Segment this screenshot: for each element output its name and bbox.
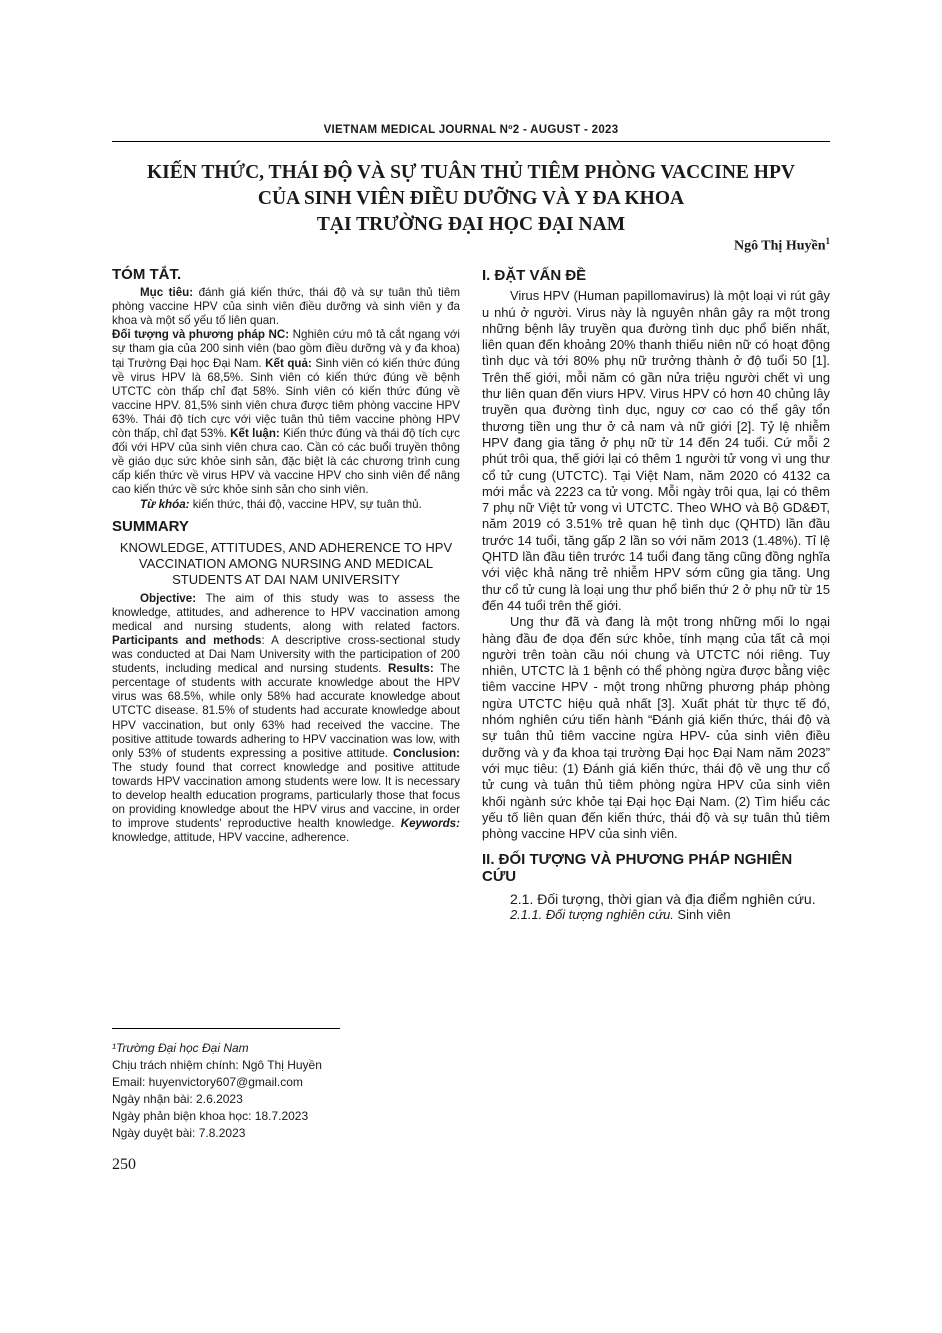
footnote-divider bbox=[112, 1028, 340, 1029]
footnote-accepted: Ngày duyệt bài: 7.8.2023 bbox=[112, 1126, 246, 1140]
footnote-affiliation: ¹Trường Đại học Đại Nam bbox=[112, 1041, 249, 1055]
section1-paragraph-1: Virus HPV (Human papillomavirus) là một loại vi rút gây u nhú ở người. Virus này là nguyên nhân gây ra một trong những bệnh lây truyền qua đường tình dục phổ biến nhất, liên quan đến khoảng 20% thanh thiếu niên nữ có hoạt động tình dục và tới 80% phụ nữ trưởng thành ở độ tuổi 50 [1]. Trên thế giới, mỗi năm có gần nửa triệu người chết vì ung thư liên quan đến viurs HPV. Virus HPV có hơn 40 chủng lây truyền qua đường tình dục, nguy cơ cao có thể gây tổn thương tiền ung thư ở cả nam và nữ giới [2]. Tỷ lệ nhiễm HPV đang gia tăng ở phụ nữ từ 14 đến 24 tuổi. Cứ mỗi 2 phút trôi qua, thế giới lại có thêm 1 người tử vong vì ung thư cổ tử cung (UTCTC). Tại Việt Nam, năm 2020 có 4132 ca mới mắc và 2223 ca tử vong. Mỗi ngày trôi qua, lại có thêm 7 phụ nữ Việt tử vong vì UTCTC. Theo WHO và Bộ GD&ĐT, năm 2019 có 3.51% trẻ quan hệ tình dục (QHTD) lần đầu trước 14 tuổi, tăng gấp 2 lần so với năm 2013 (1.48%). Tỉ lệ QHTD lần đầu tiên trước 14 tuổi đang tăng cũng đồng nghĩa với việc khả năng trẻ nhiễm HPV sớm cũng gia tăng. Ung thư cổ tử cung là loại ung thư phổ biến thứ 2 ở phụ nữ từ 15 đến 44 tuổi trên thế giới. bbox=[482, 288, 830, 613]
footnote-corresponding: Chịu trách nhiệm chính: Ngô Thị Huyền bbox=[112, 1058, 322, 1072]
journal-header: VIETNAM MEDICAL JOURNAL Nº2 - AUGUST - 2023 bbox=[323, 124, 619, 136]
keywords-label: Từ khóa: bbox=[140, 497, 190, 511]
title-line-3: TẠI TRƯỜNG ĐẠI HỌC ĐẠI NAM bbox=[316, 214, 626, 235]
footnote-received: Ngày nhận bài: 2.6.2023 bbox=[112, 1092, 243, 1106]
en-results-text: The percentage of students with accurate knowledge about the HPV virus was 68.5%, while only 58% had accurate knowledge about UTCTC disease. 81.5% of students had accurate knowledge about HPV vaccination, but only 63% had received the vaccine. The positive attitude towards adhering to HPV vaccination was low, with only 53% of students expressing a positive attitude. bbox=[112, 662, 460, 760]
results-text: Sinh viên có kiến thức đúng về virus HPV là 68,5%. Sinh viên có kiến thức đúng về bệnh UTCTC còn thấp chỉ đạt 58%. Sinh viên có kiến thức đúng về vaccine HPV. 81,5% sinh viên chưa được tiêm phòng vaccine HPV 63%. Thái độ tích cực với việc tuân thủ tiêm vaccine phòng HPV còn thấp, chỉ đạt 53%. bbox=[112, 356, 460, 441]
title-line-1: KIẾN THỨC, THÁI ĐỘ VÀ SỰ TUÂN THỦ TIÊM PHÒNG VACCINE HPV bbox=[147, 162, 795, 183]
en-methods-text: : A descriptive cross-sectional study was conducted at Dai Nam University with the participation of 200 students, including medical and nursing students. bbox=[112, 633, 460, 676]
summary-body bbox=[112, 592, 460, 846]
conclusion-text: Kiến thức đúng và thái độ tích cực đối với HPV của sinh viên chưa cao. Cần có các buổi truyền thông về giáo dục sức khỏe sinh sản, đặc biệt là các chương trình cung cấp kiến thức về virus HPV và vaccine HPV cho sinh viên để nâng cao kiến thức về sức khỏe sinh sản cho sinh viên. bbox=[112, 427, 460, 497]
article-title bbox=[112, 160, 830, 238]
en-objective-label: Objective: bbox=[140, 591, 197, 605]
abstract-vi-heading: TÓM TẮT. bbox=[112, 266, 182, 283]
title-line-2: CỦA SINH VIÊN ĐIỀU DƯỠNG VÀ Y ĐA KHOA bbox=[257, 188, 685, 209]
abstract-vi-keywords bbox=[112, 498, 460, 512]
en-results-label: Results: bbox=[387, 662, 434, 676]
en-keywords-text: knowledge, attitude, HPV vaccine, adherence. bbox=[112, 831, 350, 845]
footnote-reviewed: Ngày phản biện khoa học: 18.7.2023 bbox=[112, 1109, 309, 1123]
right-column bbox=[482, 268, 830, 924]
en-conclusion-text: The study found that correct knowledge and positive attitude towards HPV vaccination among students were low. It is necessary to develop health education programs, particularly those that focus on providing knowledge about the HPV virus and vaccine, in order to improve students' reproductive health knowledge. bbox=[112, 760, 460, 831]
footnotes bbox=[112, 1040, 322, 1142]
conclusion-label: Kết luận: bbox=[230, 427, 280, 441]
section2-sub1 bbox=[482, 891, 830, 907]
abstract-vi-objective bbox=[112, 286, 460, 328]
author-name: Ngô Thị Huyền bbox=[733, 238, 826, 254]
page-number: 250 bbox=[112, 1156, 136, 1173]
header-divider bbox=[112, 141, 830, 142]
en-objective-text: The aim of this study was to assess the knowledge, attitudes, and adherence to HPV vaccination among medical and nursing students, along with related factors. bbox=[112, 591, 460, 633]
summary-title: KNOWLEDGE, ATTITUDES, AND ADHERENCE TO HPV VACCINATION AMONG NURSING AND MEDICAL STUDENTS AT DAI NAM UNIVERSITY bbox=[119, 539, 453, 587]
author bbox=[734, 236, 830, 255]
keywords-text: kiến thức, thái độ, vaccine HPV, sự tuân thủ. bbox=[192, 497, 422, 511]
methods-label: Đối tượng và phương pháp NC: bbox=[112, 328, 290, 342]
section2-sub11-text: Sinh viên bbox=[677, 907, 731, 923]
section2-sub11 bbox=[482, 907, 830, 923]
section2-heading: II. ĐỐI TƯỢNG VÀ PHƯƠNG PHÁP NGHIÊN CỨU bbox=[482, 851, 793, 885]
en-keywords-label: Keywords: bbox=[400, 817, 460, 831]
section1-heading: I. ĐẶT VẤN ĐỀ bbox=[482, 267, 587, 284]
abstract-vi-body bbox=[112, 328, 460, 497]
footnote-email: Email: huyenvictory607@gmail.com bbox=[112, 1075, 303, 1089]
results-label: Kết quả: bbox=[265, 356, 312, 370]
en-conclusion-label: Conclusion: bbox=[393, 746, 460, 760]
section2-sub1-text: 2.1. Đối tượng, thời gian và địa điểm nghiên cứu. bbox=[510, 890, 816, 907]
objective-text: đánh giá kiến thức, thái độ và sự tuân thủ tiêm phòng vaccine HPV của sinh viên điều dưỡng và sinh viên y đa khoa và một số yếu tố liên quan. bbox=[112, 286, 460, 328]
left-column bbox=[112, 268, 460, 845]
author-affiliation-mark: 1 bbox=[825, 236, 830, 246]
objective-label: Mục tiêu: bbox=[140, 286, 194, 300]
section1-paragraph-2: Ung thư đã và đang là một trong những mối lo ngại hàng đầu đe dọa đến sức khỏe, tính mạng của tất cả mọi người trên toàn cầu nói chung và UTCTC nói riêng. Tuy nhiên, UTCTC là 1 bệnh có thể phòng ngừa được bằng việc tiêm vaccine HPV - một trong những phương pháp phòng ngừa UTCTC hiệu quả nhất [3]. Xuất phát từ thực tế đó, nhóm nghiên cứu tiến hành “Đánh giá kiến thức, thái độ và sự tuân thủ tiêm vaccine ngừa HPV- của sinh viên điều dưỡng và y đa khoa tại trường Đại học Đại Nam năm 2023” với mục tiêu: (1) Đánh giá kiến thức, thái độ về ung thư cổ tử cung và tuân thủ tiêm phòng ngừa HPV của sinh viên khối ngành sức khỏe tại Đại học Đại Nam. (2) Tìm hiểu các yếu tố liên quan đến kiến thức, thái độ và sự tuân thủ tiêm phòng vaccine HPV của sinh viên. bbox=[482, 614, 830, 842]
section2-sub11-label: 2.1.1. Đối tượng nghiên cứu. bbox=[510, 907, 674, 923]
methods-text: Nghiên cứu mô tả cắt ngang với sự tham gia của 200 sinh viên (bao gồm điều dưỡng và y đa khoa) tại Trường Đại học Đại Nam. bbox=[112, 328, 460, 370]
en-methods-label: Participants and methods bbox=[112, 633, 262, 647]
summary-heading: SUMMARY bbox=[112, 517, 189, 535]
